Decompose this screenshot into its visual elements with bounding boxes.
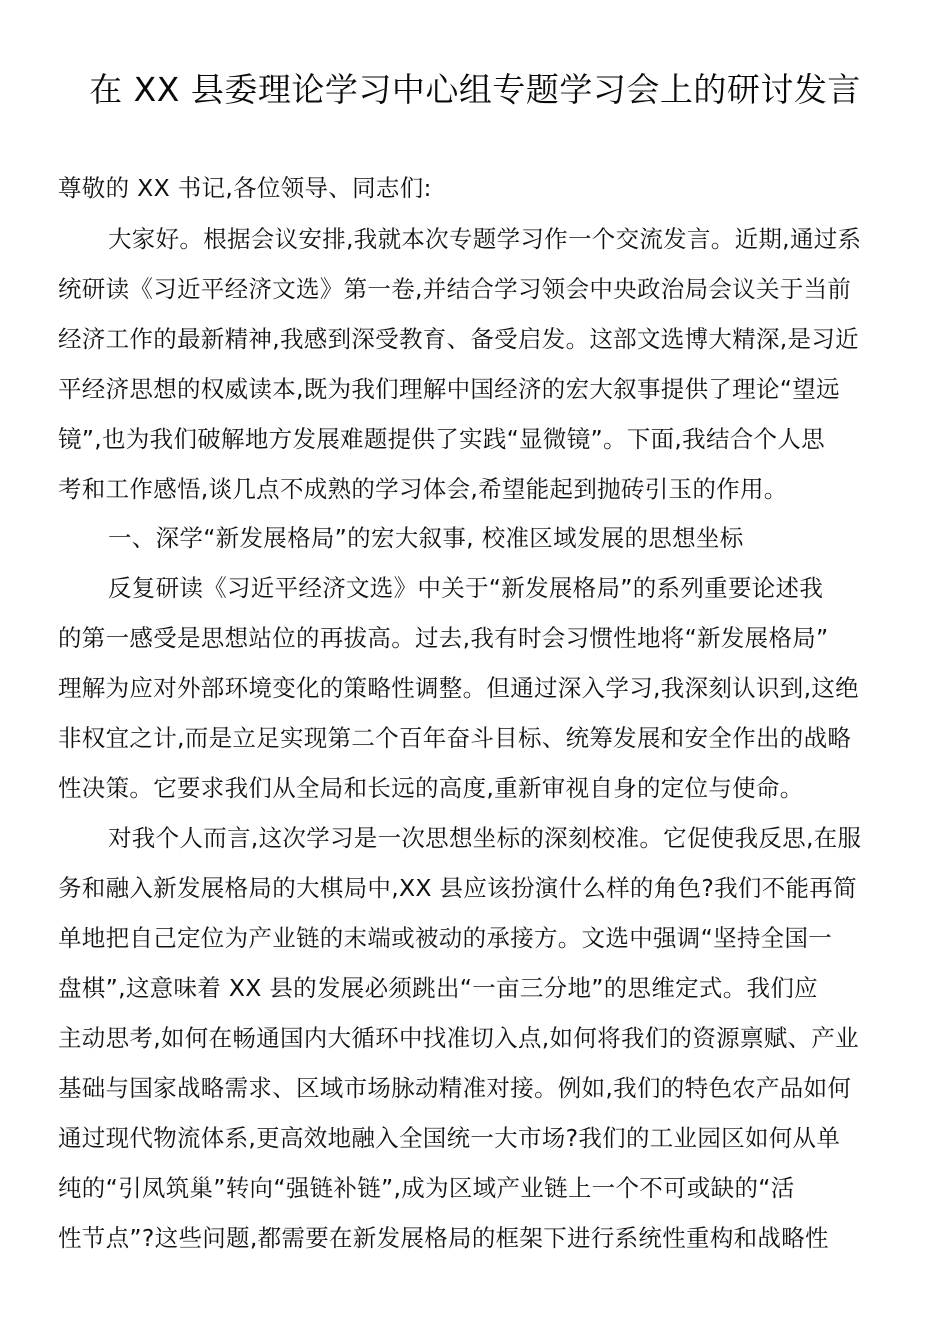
- paragraph-line: 考和工作感悟,谈几点不成熟的学习体会,希望能起到抛砖引玉的作用。: [58, 475, 788, 503]
- paragraph-line: 务和融入新发展格局的大棋局中,XX 县应该扮演什么样的角色?我们不能再简: [58, 874, 857, 902]
- document-title: 在 XX 县委理论学习中心组专题学习会上的研讨发言: [89, 70, 861, 109]
- paragraph-line: 通过现代物流体系,更高效地融入全国统一大市场?我们的工业园区如何从单: [58, 1124, 841, 1152]
- paragraph-line: 单地把自己定位为产业链的末端或被动的承接方。文选中强调“坚持全国一: [58, 924, 833, 952]
- paragraph-line: 大家好。根据会议安排,我就本次专题学习作一个交流发言。近期,通过系: [108, 225, 862, 253]
- salutation: 尊敬的 XX 书记,各位领导、同志们:: [58, 174, 432, 202]
- paragraph-line: 盘棋”,这意味着 XX 县的发展必须跳出“一亩三分地”的思维定式。我们应: [58, 974, 818, 1002]
- paragraph-line: 对我个人而言,这次学习是一次思想坐标的深刻校准。它促使我反思,在服: [108, 824, 862, 852]
- paragraph-line: 非权宜之计,而是立足实现第二个百年奋斗目标、统筹发展和安全作出的战略: [58, 724, 852, 752]
- paragraph-line: 性节点”?这些问题,都需要在新发展格局的框架下进行系统性重构和战略性: [58, 1224, 829, 1252]
- paragraph-line: 纯的“引凤筑巢”转向“强链补链”,成为区域产业链上一个不可或缺的“活: [58, 1174, 795, 1202]
- paragraph-line: 主动思考,如何在畅通国内大循环中找准切入点,如何将我们的资源禀赋、产业: [58, 1024, 859, 1052]
- paragraph-line: 平经济思想的权威读本,既为我们理解中国经济的宏大叙事提供了理论“望远: [58, 375, 840, 403]
- paragraph-line: 经济工作的最新精神,我感到深受教育、备受启发。这部文选博大精深,是习近: [58, 325, 859, 353]
- paragraph-line: 性决策。它要求我们从全局和长远的高度,重新审视自身的定位与使命。: [58, 774, 804, 802]
- paragraph-line: 基础与国家战略需求、区域市场脉动精准对接。例如,我们的特色农产品如何: [58, 1074, 852, 1102]
- paragraph-line: 镜”,也为我们破解地方发展难题提供了实践“显微镜”。下面,我结合个人思: [58, 425, 825, 453]
- paragraph-line: 的第一感受是思想站位的再拔高。过去,我有时会习惯性地将“新发展格局”: [58, 624, 829, 652]
- paragraph-line: 统研读《习近平经济文选》第一卷,并结合学习领会中央政治局会议关于当前: [58, 275, 852, 303]
- paragraph-line: 反复研读《习近平经济文选》中关于“新发展格局”的系列重要论述我: [108, 574, 824, 602]
- section-heading: 一、深学“新发展格局”的宏大叙事, 校准区域发展的思想坐标: [108, 524, 744, 552]
- paragraph-line: 理解为应对外部环境变化的策略性调整。但通过深入学习,我深刻认识到,这绝: [58, 674, 859, 702]
